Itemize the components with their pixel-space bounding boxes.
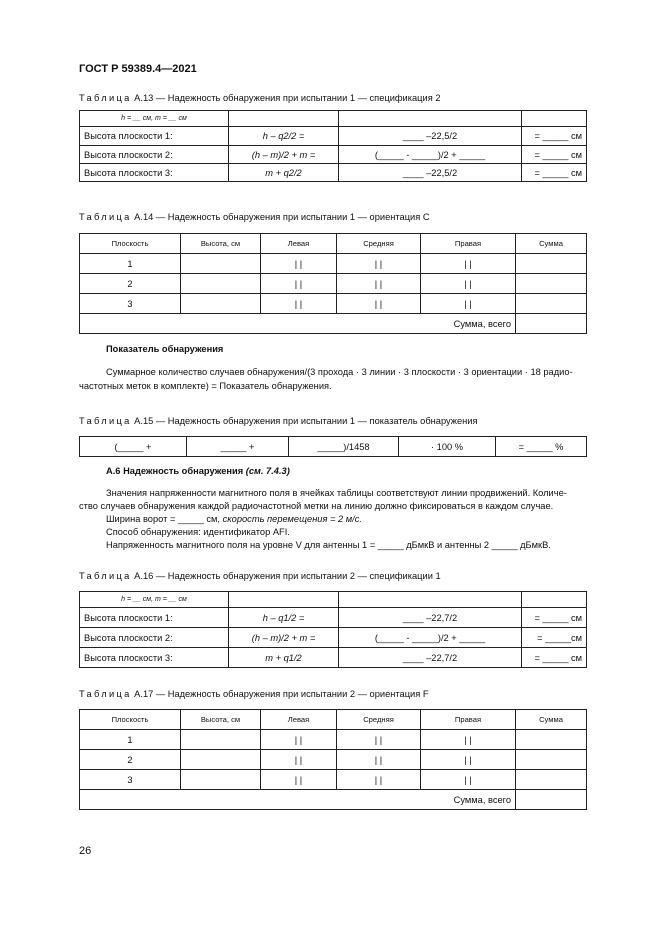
table-a13-caption	[79, 93, 441, 103]
empty-cell	[339, 592, 522, 608]
plane-cell: 3	[80, 770, 181, 790]
page-number: 26	[79, 845, 92, 857]
formula-cell: m + q1/2	[229, 648, 339, 668]
plane-cell: 1	[80, 730, 181, 750]
header-cell: Средняя	[337, 710, 421, 730]
left-cell: | |	[261, 254, 337, 274]
middle-cell: | |	[337, 730, 421, 750]
caption-text: А.13 — Надежность обнаружения при испытании 1 — спецификация 2	[134, 93, 441, 103]
header-cell: Плоскость	[80, 234, 181, 254]
total-label: Сумма, всего	[80, 314, 516, 334]
table-row	[80, 164, 587, 182]
caption-text: А.17 — Надежность обнаружения при испытании 2 — ориентация F	[134, 689, 429, 699]
left-cell: | |	[261, 274, 337, 294]
table-row	[80, 628, 587, 648]
header-cell: Высота, см	[181, 234, 261, 254]
table-row	[80, 730, 587, 750]
table-row	[80, 437, 587, 457]
result-cell: = _____ см	[522, 127, 587, 146]
middle-cell: | |	[337, 770, 421, 790]
formula-cell: · 100 %	[399, 437, 496, 457]
result-cell: = _____ см	[522, 164, 587, 182]
total-cell	[516, 314, 587, 334]
middle-cell: | |	[337, 294, 421, 314]
formula-cell: (_____ +	[80, 437, 187, 457]
row-label: Высота плоскости 1:	[80, 608, 229, 628]
caption-label: Таблица	[79, 571, 132, 581]
calc-cell: ____ –22,7/2	[339, 648, 522, 668]
empty-cell	[339, 111, 522, 127]
indicator-line-1: Суммарное количество случаев обнаружения/(3 прохода · 3 линии · 3 плоскости · 3 ориентации · 18 радио-	[106, 367, 573, 377]
table-row	[80, 146, 587, 164]
table-a15	[79, 436, 587, 457]
formula-cell: (h – m)/2 + m =	[229, 146, 339, 164]
right-cell: | |	[421, 274, 516, 294]
left-cell: | |	[261, 294, 337, 314]
param-cell: h = __ см, m = __ см	[80, 592, 229, 608]
document-header: ГОСТ Р 59389.4—2021	[79, 63, 197, 75]
total-label: Сумма, всего	[80, 790, 516, 810]
caption-text: А.14 — Надежность обнаружения при испытании 1 — ориентация С	[134, 212, 430, 222]
formula-cell: (h – m)/2 + m =	[229, 628, 339, 648]
table-row	[80, 648, 587, 668]
caption-label: Таблица	[79, 689, 132, 699]
table-a16	[79, 591, 587, 668]
section-a6-heading	[106, 465, 290, 479]
header-cell: Левая	[261, 710, 337, 730]
header-cell: Сумма	[516, 234, 587, 254]
sum-cell	[516, 294, 587, 314]
indicator-line-2: частотных меток в комплекте) = Показатель обнаружения.	[79, 381, 332, 391]
a6-line-1: Значения напряженности магнитного поля в ячейках таблицы соответствуют линии продвижений. Количе-	[106, 488, 567, 498]
height-cell	[181, 750, 261, 770]
section-number: А.6	[106, 466, 121, 476]
right-cell: | |	[421, 254, 516, 274]
result-cell: = _____ см	[522, 608, 587, 628]
param-cell: h = __ см, m = __ см	[80, 111, 229, 127]
result-cell: = _____см	[522, 628, 587, 648]
plane-cell: 3	[80, 294, 181, 314]
empty-cell	[522, 111, 587, 127]
caption-label: Таблица	[79, 212, 132, 222]
result-cell: = _____ см	[522, 146, 587, 164]
header-cell: Левая	[261, 234, 337, 254]
total-row	[80, 314, 587, 334]
section-title: Надежность обнаружения	[123, 466, 244, 476]
calc-cell: (_____ - _____)/2 + _____	[339, 628, 522, 648]
formula-cell: h – q2/2 =	[229, 127, 339, 146]
sum-cell	[516, 770, 587, 790]
total-cell	[516, 790, 587, 810]
header-cell: Правая	[421, 234, 516, 254]
calc-cell: ____ –22,5/2	[339, 127, 522, 146]
sum-cell	[516, 274, 587, 294]
total-row	[80, 790, 587, 810]
middle-cell: | |	[337, 254, 421, 274]
table-a16-caption	[79, 571, 441, 581]
calc-cell: ____ –22,5/2	[339, 164, 522, 182]
table-a17-caption	[79, 689, 429, 699]
header-cell: Средняя	[337, 234, 421, 254]
left-cell: | |	[261, 750, 337, 770]
result-cell: = _____ %	[496, 437, 587, 457]
plane-cell: 2	[80, 274, 181, 294]
formula-cell: h – q1/2 =	[229, 608, 339, 628]
sum-cell	[516, 254, 587, 274]
section-ref: (см. 7.4.3)	[245, 466, 290, 476]
height-cell	[181, 274, 261, 294]
table-row	[80, 254, 587, 274]
empty-cell	[229, 592, 339, 608]
header-cell: Плоскость	[80, 710, 181, 730]
height-cell	[181, 294, 261, 314]
plane-cell: 1	[80, 254, 181, 274]
empty-cell	[229, 111, 339, 127]
height-cell	[181, 770, 261, 790]
table-a17	[79, 709, 587, 810]
a6-line-5: Напряженность магнитного поля на уровне V для антенны 1 = _____ дБмкВ и антенны 2 _____ дБмкВ.	[106, 540, 551, 550]
caption-label: Таблица	[79, 93, 132, 103]
table-row	[80, 294, 587, 314]
a6-line-2: ство случаев обнаружения каждой радиочастотной метки на линию должно фиксироваться в каждом случае.	[79, 501, 554, 511]
caption-text: А.16 — Надежность обнаружения при испытании 2 — спецификации 1	[134, 571, 441, 581]
left-cell: | |	[261, 770, 337, 790]
right-cell: | |	[421, 730, 516, 750]
calc-cell: (_____ - _____)/2 + _____	[339, 146, 522, 164]
right-cell: | |	[421, 770, 516, 790]
table-row	[80, 274, 587, 294]
height-cell	[181, 254, 261, 274]
table-row	[80, 750, 587, 770]
header-cell: Высота, см	[181, 710, 261, 730]
table-a14-caption	[79, 212, 430, 222]
formula-cell: m + q2/2	[229, 164, 339, 182]
sum-cell	[516, 730, 587, 750]
table-row	[80, 127, 587, 146]
caption-label: Таблица	[79, 416, 132, 426]
header-cell: Сумма	[516, 710, 587, 730]
caption-text: А.15 — Надежность обнаружения при испытании 1 — показатель обнаружения	[134, 416, 478, 426]
row-label: Высота плоскости 2:	[80, 628, 229, 648]
row-label: Высота плоскости 1:	[80, 127, 229, 146]
formula-cell: _____)/1458	[289, 437, 399, 457]
height-cell	[181, 730, 261, 750]
a6-line-4: Способ обнаружения: идентификатор AFI.	[106, 527, 290, 537]
calc-cell: ____ –22,7/2	[339, 608, 522, 628]
table-row	[80, 770, 587, 790]
a6-line-3	[106, 513, 362, 527]
formula-cell: _____ +	[187, 437, 289, 457]
empty-cell	[522, 592, 587, 608]
speed: скорость перемещения = 2 м/с.	[222, 514, 362, 524]
row-label: Высота плоскости 3:	[80, 164, 229, 182]
result-cell: = _____ см	[522, 648, 587, 668]
row-label: Высота плоскости 2:	[80, 146, 229, 164]
middle-cell: | |	[337, 750, 421, 770]
sum-cell	[516, 750, 587, 770]
table-a15-caption	[79, 416, 478, 426]
table-a13	[79, 110, 587, 182]
indicator-heading: Показатель обнаружения	[106, 344, 224, 354]
table-row	[80, 608, 587, 628]
plane-cell: 2	[80, 750, 181, 770]
row-label: Высота плоскости 3:	[80, 648, 229, 668]
table-a14	[79, 233, 587, 334]
middle-cell: | |	[337, 274, 421, 294]
gate-width: Ширина ворот = _____ см,	[106, 514, 221, 524]
left-cell: | |	[261, 730, 337, 750]
header-cell: Правая	[421, 710, 516, 730]
right-cell: | |	[421, 750, 516, 770]
right-cell: | |	[421, 294, 516, 314]
